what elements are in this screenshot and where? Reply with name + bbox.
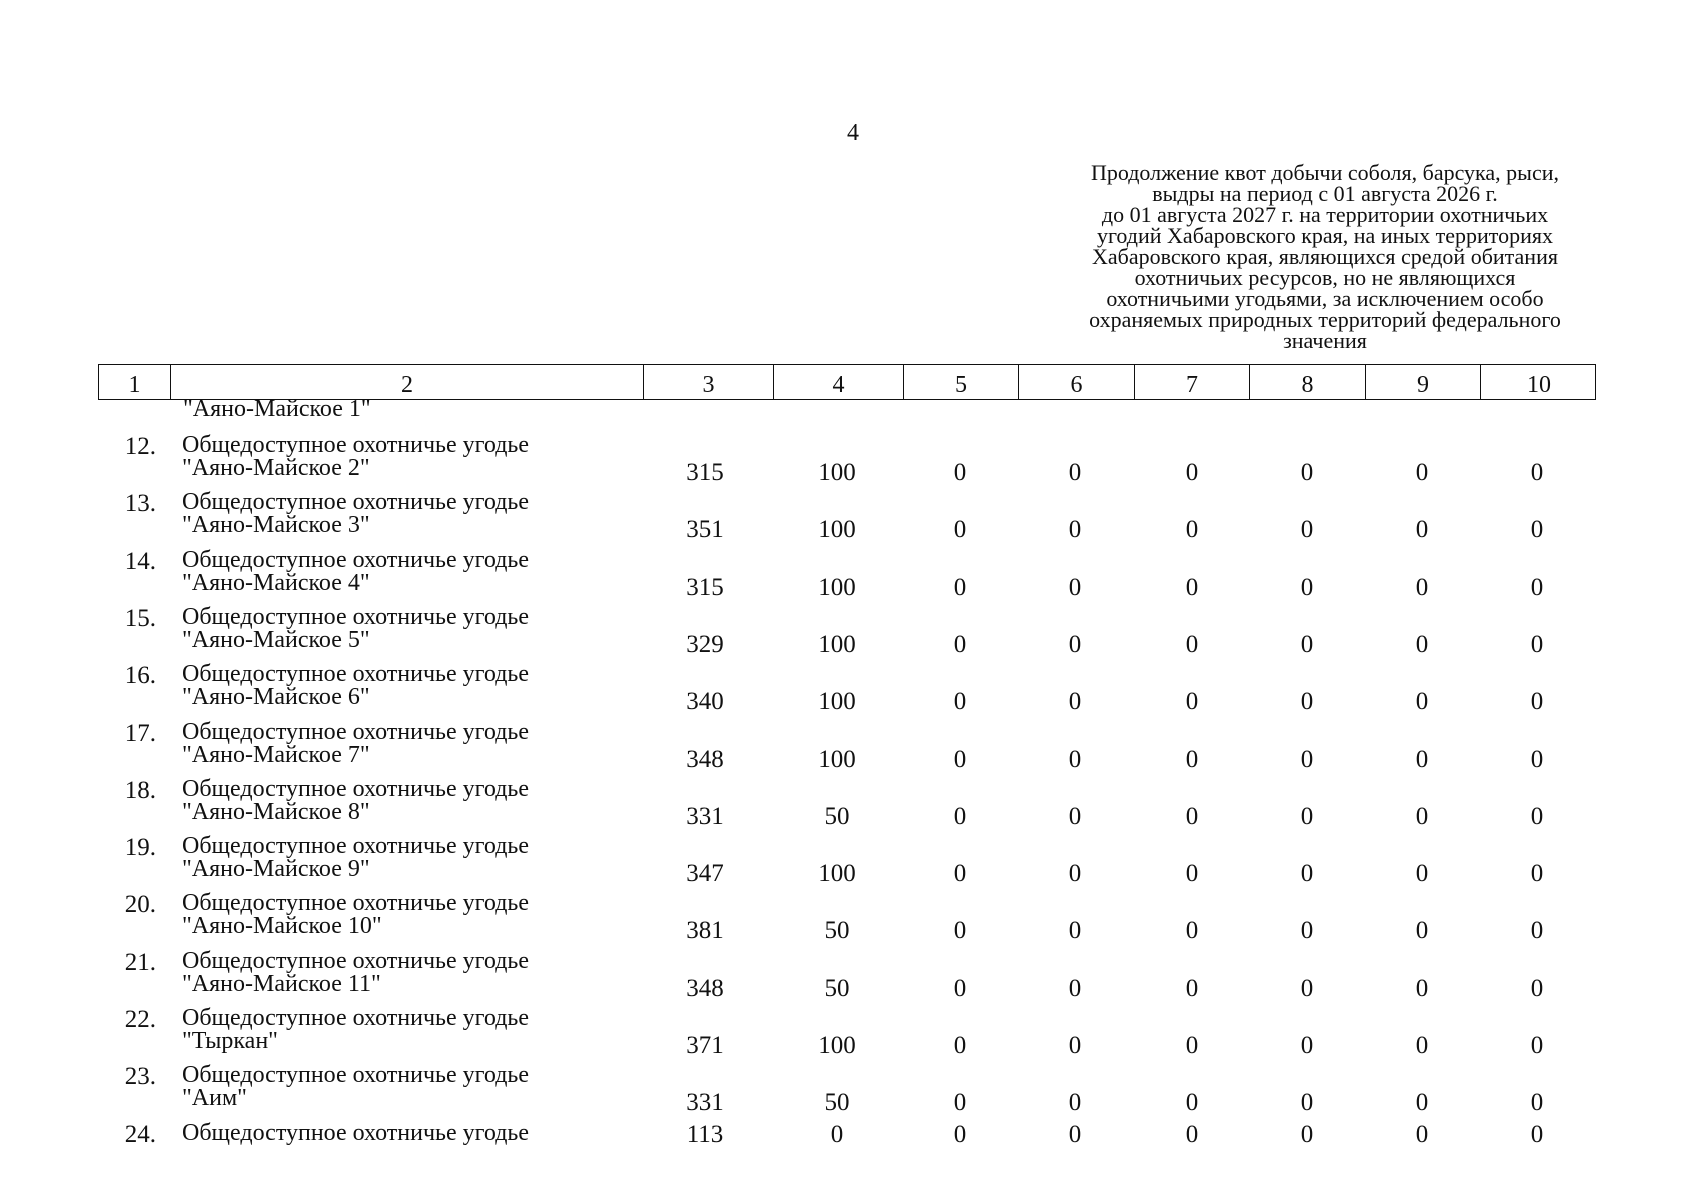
cell-col-4: 100 <box>818 459 856 486</box>
cell-col-5: 0 <box>953 1120 967 1148</box>
cell-col-4: 100 <box>818 688 856 716</box>
cell-col-5: 0 <box>953 802 967 830</box>
cell-col-3: 348 <box>686 745 724 773</box>
name-line: "Аяно-Майское 7" <box>182 741 370 768</box>
cell-col-6: 0 <box>1068 802 1082 830</box>
row-number: 16. <box>124 662 156 690</box>
cell-col-5: 0 <box>953 573 967 601</box>
cell-col-10: 0 <box>1530 1032 1544 1059</box>
cell-col-6: 0 <box>1068 860 1082 888</box>
row-number: 14. <box>124 547 156 575</box>
cell-col-7: 0 <box>1185 516 1199 544</box>
name-line: "Аяно-Майское 9" <box>182 856 370 883</box>
table-row <box>0 1007 1698 1064</box>
cell-col-9: 0 <box>1415 516 1429 544</box>
name-line: "Аяно-Майское 11" <box>182 970 381 997</box>
caption-line: выдры на период с 01 августа 2026 г. <box>1152 181 1498 206</box>
row-number: 12. <box>124 433 156 460</box>
cell-col-4: 100 <box>818 745 856 773</box>
hunting-ground-name <box>182 1119 530 1146</box>
hunting-ground-name <box>182 663 529 709</box>
cell-col-8: 0 <box>1300 688 1314 716</box>
hunting-ground-name <box>182 775 530 825</box>
table-row <box>0 546 1698 606</box>
cell-col-4: 50 <box>824 974 850 1002</box>
table-header-row <box>98 364 1596 400</box>
continued-row-name: "Аяно-Майское 1" <box>183 396 371 422</box>
cell-col-5: 0 <box>953 1032 967 1059</box>
name-line: "Аим" <box>182 1085 247 1112</box>
cell-col-10: 0 <box>1530 974 1544 1002</box>
cell-col-9: 0 <box>1415 974 1429 1002</box>
hunting-ground-name <box>182 718 530 768</box>
cell-col-6: 0 <box>1068 630 1082 658</box>
cell-col-4: 50 <box>824 917 850 945</box>
table-row <box>0 947 1698 1007</box>
cell-col-9: 0 <box>1415 745 1429 773</box>
hunting-ground-name <box>182 603 530 653</box>
cell-col-6: 0 <box>1068 688 1082 716</box>
cell-col-3: 315 <box>686 573 724 601</box>
cell-col-3: 331 <box>686 1089 724 1117</box>
cell-col-8: 0 <box>1300 1089 1314 1117</box>
cell-col-9: 0 <box>1415 1120 1429 1148</box>
name-line: Общедоступное охотничье угодье <box>182 489 530 516</box>
cell-col-10: 0 <box>1530 802 1544 830</box>
cell-col-5: 0 <box>953 974 967 1002</box>
cell-col-3: 371 <box>686 1032 724 1059</box>
name-line: "Аяно-Майское 10" <box>182 913 382 940</box>
name-line: Общедоступное охотничье угодье <box>182 432 530 458</box>
cell-col-9: 0 <box>1415 459 1429 486</box>
cell-col-4: 50 <box>824 802 850 830</box>
cell-col-5: 0 <box>953 630 967 658</box>
cell-col-8: 0 <box>1300 516 1314 544</box>
cell-col-3: 347 <box>686 860 724 888</box>
cell-col-6: 0 <box>1068 1089 1082 1117</box>
name-line: "Аяно-Майское 4" <box>182 569 370 596</box>
row-number: 23. <box>124 1063 156 1091</box>
cell-col-7: 0 <box>1185 1089 1199 1117</box>
name-line: Общедоступное охотничье угодье <box>182 603 530 630</box>
cell-col-10: 0 <box>1530 745 1544 773</box>
cell-col-3: 329 <box>686 630 724 658</box>
cell-col-10: 0 <box>1530 630 1544 658</box>
page-number: 4 <box>847 120 859 146</box>
row-number: 13. <box>124 490 156 518</box>
hunting-ground-name <box>182 892 529 938</box>
row-number: 17. <box>124 719 156 747</box>
caption-line: охотничьих ресурсов, но не являющихся <box>1134 265 1516 290</box>
cell-col-9: 0 <box>1415 802 1429 830</box>
cell-col-9: 0 <box>1415 573 1429 601</box>
row-number: 19. <box>124 834 156 862</box>
cell-col-7: 0 <box>1185 860 1199 888</box>
table-row <box>0 892 1698 949</box>
cell-col-3: 348 <box>686 974 724 1002</box>
caption-line: охотничьими угодьями, за исключением особо <box>1106 286 1544 311</box>
cell-col-4: 100 <box>818 516 856 544</box>
table-row <box>0 603 1698 663</box>
row-number: 22. <box>124 1006 156 1033</box>
table-row <box>0 434 1698 491</box>
name-line: Общедоступное охотничье угодье <box>182 1119 530 1146</box>
table-row <box>0 1064 1698 1121</box>
cell-col-7: 0 <box>1185 1120 1199 1148</box>
name-line: "Аяно-Майское 2" <box>182 455 370 481</box>
cell-col-10: 0 <box>1530 1120 1544 1148</box>
cell-col-10: 0 <box>1530 688 1544 716</box>
cell-col-7: 0 <box>1185 573 1199 601</box>
cell-col-5: 0 <box>953 459 967 486</box>
name-line: Общедоступное охотничье угодье <box>182 718 530 745</box>
caption-line: значения <box>1283 328 1367 353</box>
cell-col-6: 0 <box>1068 1032 1082 1059</box>
cell-col-8: 0 <box>1300 1120 1314 1148</box>
cell-col-4: 0 <box>830 1120 844 1148</box>
name-line: Общедоступное охотничье угодье <box>182 947 530 974</box>
header-cell-10: 10 <box>1527 372 1551 398</box>
cell-col-8: 0 <box>1300 630 1314 658</box>
cell-col-7: 0 <box>1185 802 1199 830</box>
cell-col-8: 0 <box>1300 745 1314 773</box>
cell-col-10: 0 <box>1530 917 1544 945</box>
cell-col-6: 0 <box>1068 917 1082 945</box>
cell-col-8: 0 <box>1300 459 1314 486</box>
caption-line: до 01 августа 2027 г. на территории охотничьих <box>1101 202 1549 227</box>
table-row <box>0 491 1698 548</box>
cell-col-7: 0 <box>1185 688 1199 716</box>
header-cell-8: 8 <box>1250 365 1366 399</box>
table-row <box>0 718 1698 778</box>
cell-col-7: 0 <box>1185 745 1199 773</box>
name-line: "Аяно-Майское 6" <box>182 684 370 711</box>
hunting-ground-name <box>182 835 529 881</box>
name-line: "Тыркан" <box>182 1028 278 1054</box>
cell-col-9: 0 <box>1415 1089 1429 1117</box>
table-row <box>0 775 1698 835</box>
hunting-ground-name <box>182 546 530 596</box>
cell-col-7: 0 <box>1185 917 1199 945</box>
row-number: 21. <box>124 948 156 976</box>
cell-col-5: 0 <box>953 917 967 945</box>
cell-col-6: 0 <box>1068 459 1082 486</box>
cell-col-9: 0 <box>1415 860 1429 888</box>
cell-col-5: 0 <box>953 1089 967 1117</box>
cell-col-6: 0 <box>1068 516 1082 544</box>
name-line: Общедоступное охотничье угодье <box>182 546 530 573</box>
header-cell-2: 2 <box>171 365 644 399</box>
cell-col-10: 0 <box>1530 860 1544 888</box>
cell-col-10: 0 <box>1530 459 1544 486</box>
cell-col-10: 0 <box>1530 573 1544 601</box>
cell-col-8: 0 <box>1300 802 1314 830</box>
hunting-ground-name <box>182 491 529 537</box>
cell-col-3: 351 <box>686 516 724 544</box>
cell-col-6: 0 <box>1068 745 1082 773</box>
cell-col-4: 100 <box>818 1032 856 1059</box>
cell-col-10: 0 <box>1530 516 1544 544</box>
table-caption <box>1055 162 1595 351</box>
cell-col-7: 0 <box>1185 459 1199 486</box>
hunting-ground-name <box>182 1064 529 1110</box>
cell-col-5: 0 <box>953 516 967 544</box>
header-cell-5: 5 <box>904 365 1019 399</box>
caption-line: угодий Хабаровского края, на иных территориях <box>1096 223 1554 248</box>
header-cell-9: 9 <box>1366 365 1481 399</box>
table-row <box>0 835 1698 892</box>
caption-line: охраняемых природных территорий федерального <box>1089 307 1561 332</box>
cell-col-8: 0 <box>1300 573 1314 601</box>
row-number: 18. <box>124 776 156 804</box>
cell-col-9: 0 <box>1415 1032 1429 1059</box>
cell-col-9: 0 <box>1415 688 1429 716</box>
cell-col-4: 50 <box>824 1089 850 1117</box>
row-number: 20. <box>124 891 156 919</box>
hunting-ground-name <box>182 1007 529 1053</box>
cell-col-3: 331 <box>686 802 724 830</box>
name-line: Общедоступное охотничье угодье <box>182 775 530 802</box>
cell-col-3: 315 <box>686 459 724 486</box>
hunting-ground-name <box>182 947 530 997</box>
cell-col-8: 0 <box>1300 1032 1314 1059</box>
name-line: "Аяно-Майское 5" <box>182 626 370 653</box>
cell-col-7: 0 <box>1185 630 1199 658</box>
cell-col-8: 0 <box>1300 860 1314 888</box>
header-cell-1: 1 <box>99 365 171 399</box>
cell-col-9: 0 <box>1415 630 1429 658</box>
table-row <box>0 663 1698 720</box>
cell-col-8: 0 <box>1300 917 1314 945</box>
name-line: Общедоступное охотничье угодье <box>182 890 530 917</box>
cell-col-5: 0 <box>953 745 967 773</box>
row-number: 15. <box>124 604 156 632</box>
cell-col-6: 0 <box>1068 573 1082 601</box>
hunting-ground-name <box>182 434 529 480</box>
header-cell-3: 3 <box>644 365 774 399</box>
header-cell-7: 7 <box>1135 365 1250 399</box>
cell-col-3: 113 <box>686 1120 724 1148</box>
header-cell-6: 6 <box>1019 365 1135 399</box>
cell-col-5: 0 <box>953 860 967 888</box>
name-line: "Аяно-Майское 8" <box>182 798 370 825</box>
cell-col-3: 340 <box>686 688 724 716</box>
name-line: Общедоступное охотничье угодье <box>182 661 530 688</box>
cell-col-4: 100 <box>818 630 856 658</box>
cell-col-5: 0 <box>953 688 967 716</box>
name-line: Общедоступное охотничье угодье <box>182 833 530 860</box>
name-line: "Аяно-Майское 3" <box>182 512 370 539</box>
cell-col-4: 100 <box>818 573 856 601</box>
cell-col-10: 0 <box>1530 1089 1544 1117</box>
caption-line: Продолжение квот добычи соболя, барсука, рыси, <box>1090 160 1559 185</box>
cell-col-6: 0 <box>1068 1120 1082 1148</box>
cell-col-8: 0 <box>1300 974 1314 1002</box>
cell-col-4: 100 <box>818 860 856 888</box>
cell-col-7: 0 <box>1185 974 1199 1002</box>
row-number: 24. <box>124 1120 156 1148</box>
cell-col-6: 0 <box>1068 974 1082 1002</box>
cell-col-3: 381 <box>686 917 724 945</box>
name-line: Общедоступное охотничье угодье <box>182 1005 530 1031</box>
cell-col-9: 0 <box>1415 917 1429 945</box>
caption-line: Хабаровского края, являющихся средой обитания <box>1092 244 1558 269</box>
name-line: Общедоступное охотничье угодье <box>182 1062 530 1089</box>
table-row <box>0 1119 1698 1179</box>
header-cell-4: 4 <box>774 365 904 399</box>
cell-col-7: 0 <box>1185 1032 1199 1059</box>
